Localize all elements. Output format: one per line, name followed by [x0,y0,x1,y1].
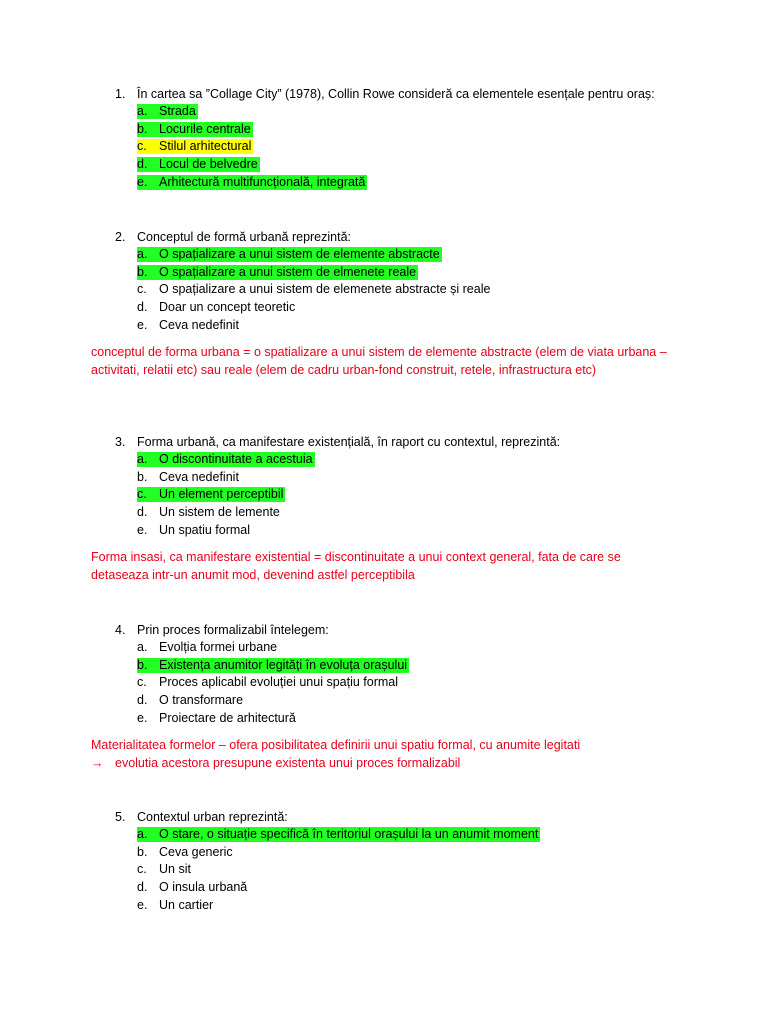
question-text: Conceptul de formă urbană reprezintă: [137,230,352,244]
option-letter: c. [137,487,147,502]
option-4a [115,639,715,657]
question-number: 5. [115,810,126,824]
option-text: Un sit [159,862,191,877]
option-text: O spațializare a unui sistem de elemenete abstracte și reale [159,282,491,297]
option-letter: b. [137,657,148,672]
option-text: Evolția formei urbane [159,640,278,655]
option-text: Ceva generic [159,844,233,859]
question-5-prompt [115,808,715,826]
option-text: Ceva nedefinit [159,469,239,484]
option-text: O discontinuitate a acestuia [159,452,313,467]
note-question-4 [91,737,671,772]
option-letter: e. [137,174,148,189]
option-5a [115,826,715,844]
option-letter: b. [137,264,148,279]
option-1e [115,173,715,191]
question-3 [115,433,715,539]
question-3-prompt [115,433,715,451]
option-letter: d. [137,299,148,314]
option-text: O transformare [159,692,244,707]
option-4c [115,674,715,692]
note-question-3: Forma insasi, ca manifestare existential = discontinuitate a unui context general, fata de care se detaseaza intr-un anumit mod, devenind astfel perceptibila [91,550,621,582]
option-letter: a. [137,827,148,842]
option-5c [115,861,715,879]
option-text: Un spatiu formal [159,522,251,537]
option-letter: b. [137,121,148,136]
option-letter: e. [137,522,148,537]
option-text: Proiectare de arhitectură [159,710,296,725]
option-5d [115,879,715,897]
option-5b [115,844,715,862]
option-letter: a. [137,104,148,119]
option-letter: e. [137,710,148,725]
question-2-prompt [115,228,715,246]
option-text: Proces aplicabil evoluției unui spațiu formal [159,675,399,690]
option-3a [115,451,715,469]
option-text: Un sistem de lemente [159,504,280,519]
option-letter: b. [137,844,148,859]
option-letter: d. [137,504,148,519]
option-text: Doar un concept teoretic [159,299,296,314]
option-1a [115,103,715,121]
note-4-line-2: → evolutia acestora presupune existenta unui proces formalizabil [91,755,671,773]
note-question-2: conceptul de forma urbana = o spatializare a unui sistem de elemente abstracte (elem de viata urbana – activitati, relatii etc) sau reale (elem de cadru urban-fond construit, retele, infrastructura etc) [91,345,667,377]
option-text: O spațializare a unui sistem de elmenete reale [159,264,417,279]
option-3d [115,504,715,522]
option-letter: a. [137,247,148,262]
option-5e [115,896,715,914]
question-1-prompt [115,85,715,103]
option-letter: a. [137,640,148,655]
question-text: În cartea sa ”Collage City” (1978), Collin Rowe consideră ca elementele esențale pentru oraș: [137,87,655,101]
right-arrow-icon: → [91,755,104,770]
option-letter: c. [137,675,147,690]
option-text: O spațializare a unui sistem de elemente abstracte [159,247,440,262]
option-2a [115,246,715,264]
option-1d [115,156,715,174]
option-2d [115,299,715,317]
option-text: Strada [159,104,196,119]
question-4-prompt [115,621,715,639]
option-2c [115,281,715,299]
option-letter: d. [137,156,148,171]
option-1b [115,121,715,139]
option-text: Existența anumitor legități în evoluța orașului [159,657,408,672]
option-text: Stilul arhitectural [159,139,252,154]
option-letter: e. [137,897,148,912]
option-text: Locurile centrale [159,121,251,136]
option-letter: a. [137,452,148,467]
option-3c [115,486,715,504]
option-4b [115,657,715,675]
note-4-line-1: Materialitatea formelor – ofera posibilitatea definirii unui spatiu formal, cu anumite legitati [91,738,581,752]
question-text: Prin proces formalizabil întelegem: [137,623,329,637]
option-text: Un cartier [159,897,214,912]
option-text: O stare, o situație specifică în teritoriul orașului la un anumit moment [159,827,539,842]
option-text: Arhitectură multifuncțională, integrată [159,174,366,189]
option-text: Locul de belvedre [159,156,258,171]
option-letter: e. [137,317,148,332]
option-4e [115,709,715,727]
option-3e [115,521,715,539]
option-text: Un element perceptibil [159,487,284,502]
option-3b [115,469,715,487]
option-letter: c. [137,862,147,877]
option-letter: c. [137,139,147,154]
option-2e [115,316,715,334]
option-letter: c. [137,282,147,297]
question-number: 2. [115,230,126,244]
question-text: Contextul urban reprezintă: [137,810,288,824]
option-1c [115,138,715,156]
question-number: 1. [115,87,126,101]
question-number: 4. [115,623,126,637]
question-1 [115,85,715,191]
option-letter: d. [137,879,148,894]
option-text: O insula urbană [159,879,248,894]
question-number: 3. [115,435,126,449]
option-letter: b. [137,469,148,484]
option-letter: d. [137,692,148,707]
question-2 [115,228,715,334]
question-5 [115,808,715,914]
option-text: Ceva nedefinit [159,317,239,332]
question-4 [115,621,715,727]
option-4d [115,692,715,710]
question-text: Forma urbană, ca manifestare existențială, în raport cu contextul, reprezintă: [137,435,561,449]
option-2b [115,264,715,282]
